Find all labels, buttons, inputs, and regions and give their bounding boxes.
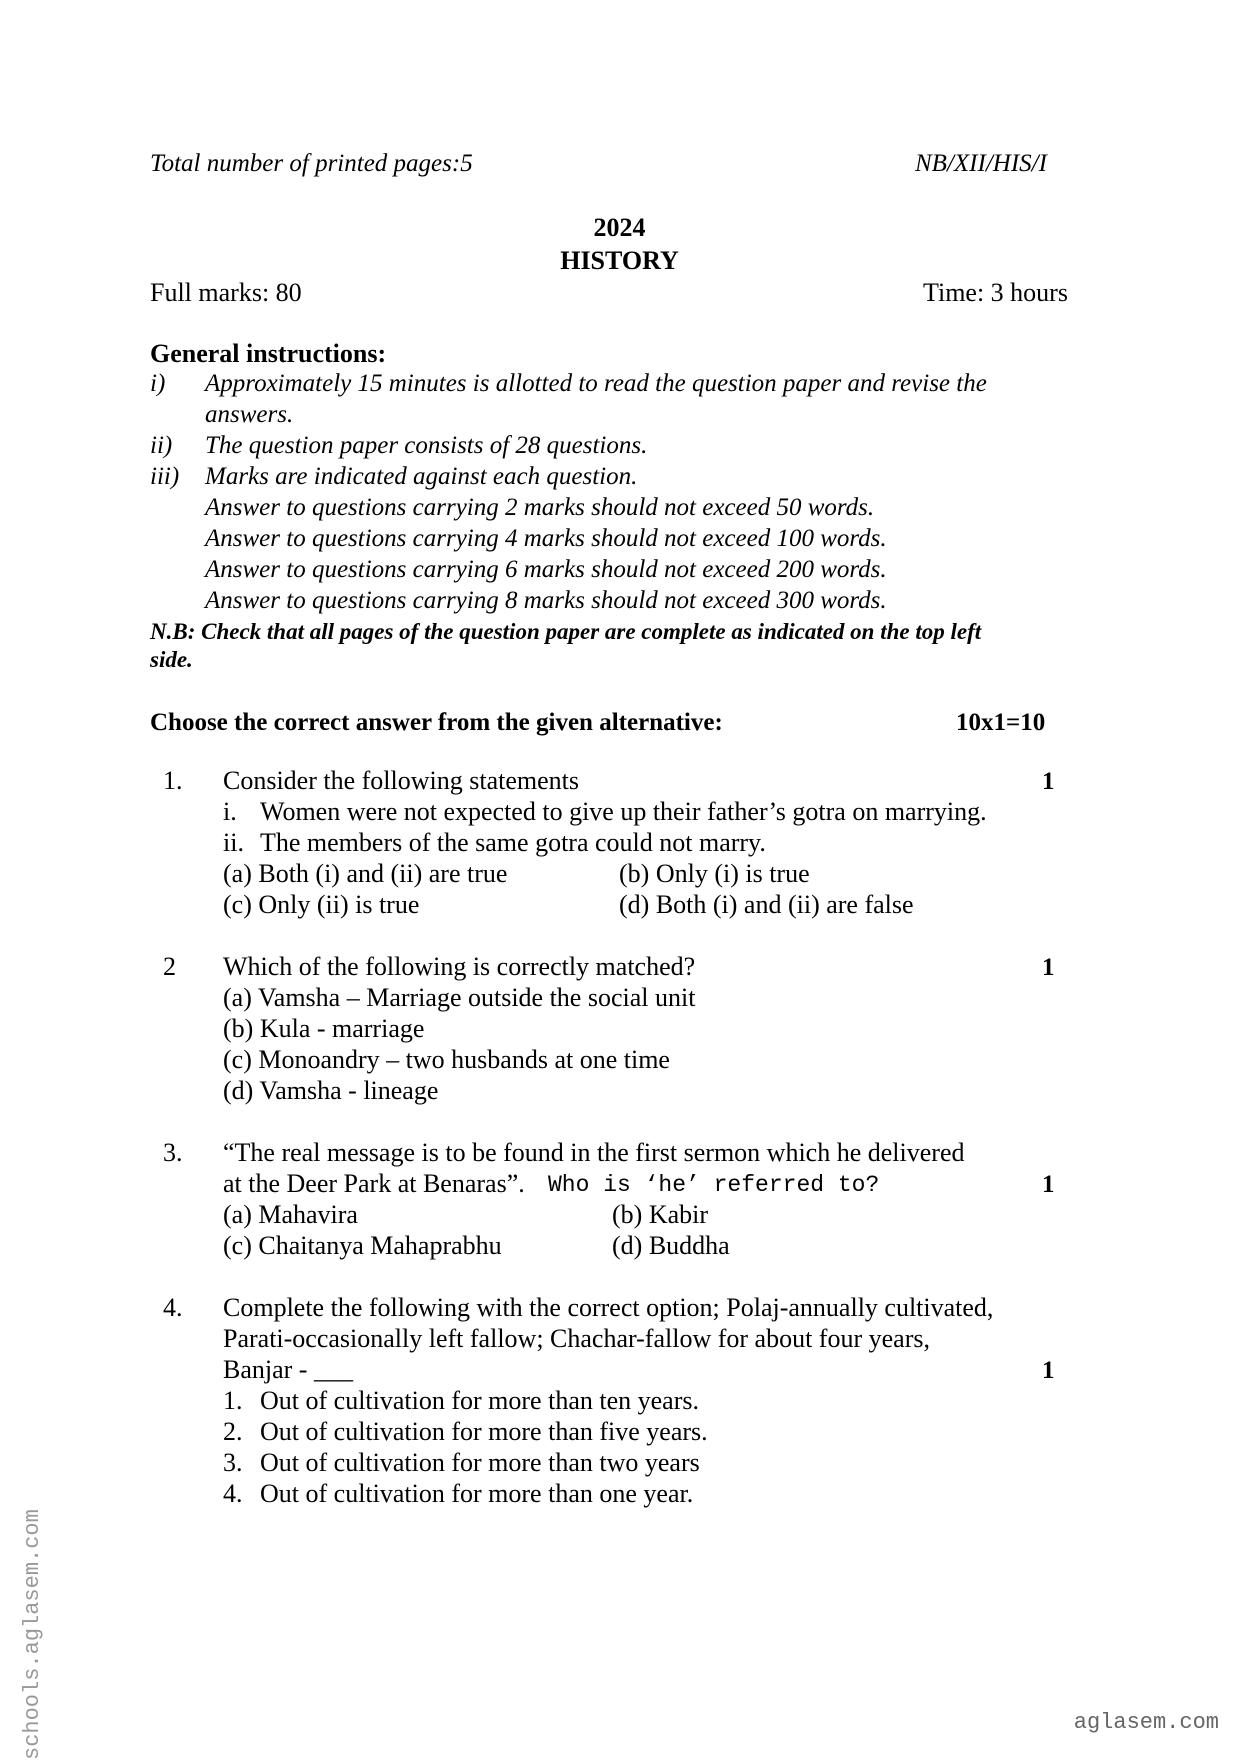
- option-b: (b) Kula - marriage: [223, 1014, 425, 1043]
- time-allowed: Time: 3 hours: [923, 278, 1068, 307]
- paper-code: NB/XII/HIS/I: [915, 150, 1047, 177]
- option-a: (a) Both (i) and (ii) are true: [223, 859, 508, 888]
- list-item: [223, 1386, 699, 1416]
- question-text-continued: at the Deer Park at Benaras”.: [223, 1169, 525, 1198]
- question-mark: 1: [1042, 954, 1055, 981]
- question-mark: 1: [1042, 1171, 1055, 1198]
- question-text-continued: Parati-occasionally left fallow; Chachar-fallow for about four years,: [223, 1324, 930, 1353]
- option-text: Out of cultivation for more than one year.: [260, 1479, 694, 1508]
- question-text: “The real message is to be found in the first sermon which he delivered: [223, 1138, 965, 1167]
- option-a: (a) Mahavira: [223, 1200, 358, 1229]
- option-d: (d) Vamsha - lineage: [223, 1076, 439, 1105]
- option-a: (a) Vamsha – Marriage outside the social unit: [223, 983, 696, 1012]
- instruction-text: answers.: [205, 401, 294, 428]
- instruction-text: Answer to questions carrying 4 marks should not exceed 100 words.: [205, 525, 887, 552]
- instruction-number: iii): [150, 463, 180, 490]
- instruction-number: i): [150, 370, 166, 397]
- question-number: 1.: [163, 766, 183, 795]
- exam-year: 2024: [593, 213, 646, 242]
- option-d: (d) Buddha: [612, 1231, 730, 1260]
- instruction-text: The question paper consists of 28 questions.: [205, 432, 648, 459]
- nb-note-continued: side.: [150, 647, 193, 672]
- instruction-text: Marks are indicated against each question.: [205, 463, 638, 490]
- option-c: (c) Only (ii) is true: [223, 890, 420, 919]
- list-item: [223, 1417, 708, 1447]
- instruction-text: Answer to questions carrying 2 marks should not exceed 50 words.: [205, 494, 875, 521]
- list-item: [223, 1479, 694, 1509]
- printed-pages-note: Total number of printed pages:5: [150, 150, 473, 177]
- statement-number: i.: [223, 797, 237, 826]
- instruction-text: Approximately 15 minutes is allotted to read the question paper and revise the: [205, 370, 987, 397]
- question-mark: 1: [1042, 768, 1055, 795]
- corner-watermark: aglasem.com: [1073, 1710, 1219, 1735]
- section-title: Choose the correct answer from the given alternative:: [150, 709, 723, 736]
- instruction-number: ii): [150, 432, 173, 459]
- question-number: 4.: [163, 1293, 183, 1322]
- question-text: Complete the following with the correct option; Polaj-annually cultivated,: [223, 1293, 994, 1322]
- list-item: [223, 1448, 700, 1478]
- option-number: 1.: [223, 1386, 243, 1415]
- question-mark: 1: [1042, 1357, 1055, 1384]
- section-marks: 10x1=10: [956, 709, 1046, 736]
- question-text-continued: Banjar - ___: [223, 1355, 353, 1384]
- question-text: Which of the following is correctly matched?: [223, 952, 696, 981]
- statement-text: The members of the same gotra could not marry.: [260, 828, 766, 857]
- full-marks: Full marks: 80: [150, 278, 302, 307]
- option-number: 3.: [223, 1448, 243, 1477]
- option-number: 2.: [223, 1417, 243, 1446]
- question-text: Consider the following statements: [223, 766, 580, 795]
- instruction-text: Answer to questions carrying 8 marks should not exceed 300 words.: [205, 587, 887, 614]
- option-text: Out of cultivation for more than two years: [260, 1448, 700, 1477]
- option-text: Out of cultivation for more than ten years.: [260, 1386, 699, 1415]
- instructions-title: General instructions:: [150, 339, 387, 368]
- statement-number: ii.: [223, 828, 244, 857]
- option-c: (c) Chaitanya Mahaprabhu: [223, 1231, 502, 1260]
- instruction-text: Answer to questions carrying 6 marks should not exceed 200 words.: [205, 556, 887, 583]
- question-number: 2: [163, 952, 176, 981]
- option-b: (b) Kabir: [612, 1200, 709, 1229]
- nb-note: N.B: Check that all pages of the question paper are complete as indicated on the top left: [150, 619, 982, 644]
- option-text: Out of cultivation for more than five years.: [260, 1417, 708, 1446]
- option-d: (d) Both (i) and (ii) are false: [619, 890, 914, 919]
- question-text-typed: Who is ‘he’ referred to?: [548, 1172, 880, 1198]
- question-number: 3.: [163, 1138, 183, 1167]
- option-c: (c) Monoandry – two husbands at one time: [223, 1045, 670, 1074]
- option-number: 4.: [223, 1479, 243, 1508]
- option-b: (b) Only (i) is true: [619, 859, 810, 888]
- page-title: HISTORY: [560, 246, 679, 275]
- statement-text: Women were not expected to give up their father’s gotra on marrying.: [260, 797, 987, 826]
- side-watermark: schools.aglasem.com: [20, 1509, 45, 1760]
